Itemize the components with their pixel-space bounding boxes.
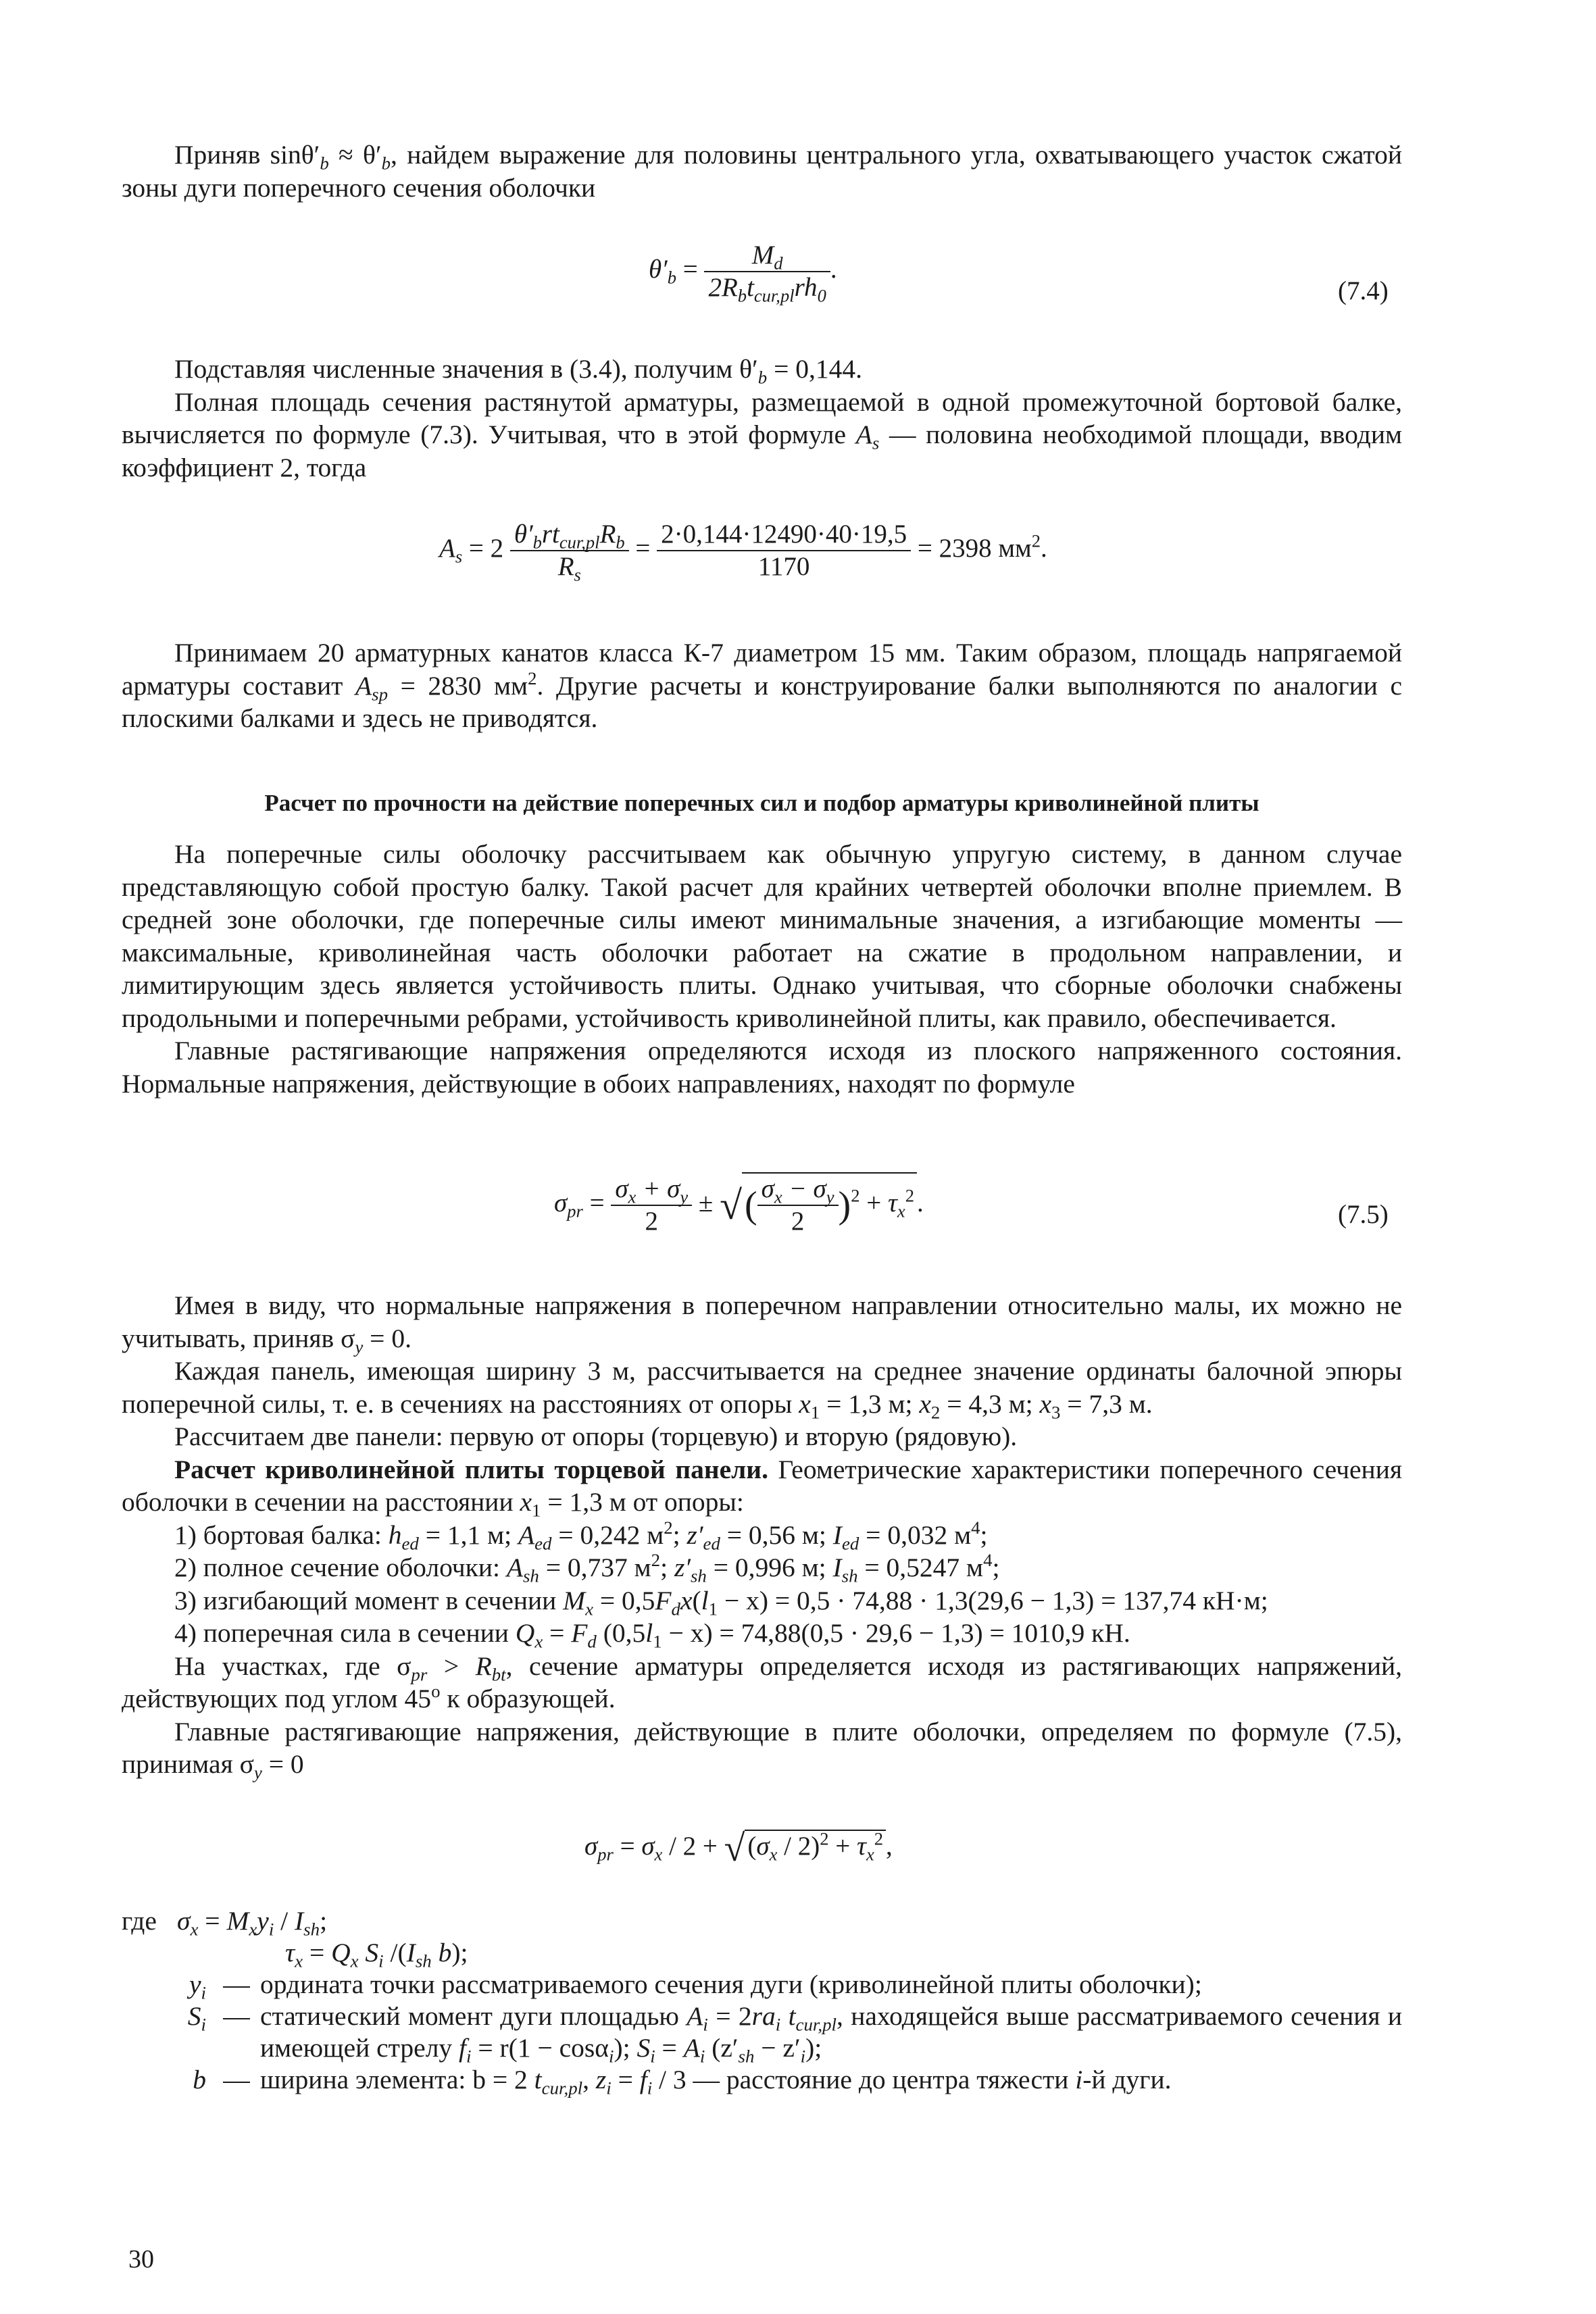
definitions-list <box>122 1905 1402 2096</box>
paragraph-panels: Имея в виду, что нормальные напряжения в поперечном направлении относительно малы, их можно не учитывать, приняв $\sigma_y = 0$. Каждая панель, имеющая ширину 3 м, рассчитывается на среднее значение ординаты балочной эпюры поперечной силы, т. е. в сечениях на расстояниях от опоры $x_1 = 1,3$ м; $x_2 = 4,3$ м; $x_3 = 7,3$ м. Рассчитаем две панели: первую от опоры (торцевую) и вторую (рядовую). Расчет криволинейной плиты торцевой панели. Геометрические характеристики поперечного сечения оболочки в сечении на расстоянии $x_1 = 1,3$ м от опоры: 1) бортовая балка: $h_{ed} = 1,1$ м; $A_{ed} = 0,242$ $м^2$; $z'_{ed} = 0,56$ м; $I_{ed} = 0,032$ $м^4$; 2) полное сечение оболочки: $A_{sh} = 0,737$ $м^2$; $z'_{sh} = 0,996$ м; $I_{sh} = 0,5247$ $м^4$; 3) изгибающий момент в сечении $M_x = 0,5F_dx(l_1 - x) = 0,5 \cdot 74,88 \cdot 1,3(29,6 - 1,3) = 137,74$ кН·м; 4) поперечная сила в сечении $Q_x = F_d$ $(0,5l_1 - x) = 74,88(0,5 \cdot 29,6 - 1,3) = 1010,9$ кН. На участках, где $\sigma_{pr} > R_{bt}$, сечение арматуры определяется исходя из растягивающих напряжений, действующих под углом 45$^o$ к образующей. Главные растягивающие напряжения, действующие в плите оболочки, определяем по формуле (7.5), принимая $\sigma_y = 0$ <box>122 1290 1403 1783</box>
definition-y: $y_i$ — ордината точки рассматриваемого сечения дуги (криволинейной плиты оболочки); <box>189 1969 1202 2003</box>
formula-as: $A_s = 2$ $\frac{\theta'_brt_{cur,pl}R_b}{R_s}$ = $\frac{2\cdot 0,144\cdot 12490\cdot 40\cdot 19,5}{1170}$ = 2398 $мм^2$. <box>439 520 1047 585</box>
equation-number-7-4: (7.4) <box>1338 276 1389 305</box>
formula-7-5: $\sigma_{pr}$ = $\frac{\sigma_x + \sigma_y}{2}$ ± √( $\frac{\sigma_x - \sigma_y}{2}$ )$^2 + \tau_x^2$ . <box>554 1172 924 1237</box>
page-number: 30 <box>128 2245 154 2273</box>
definition-sigma: где $\sigma_x = M_xy_i / I_{sh}$; <box>122 1906 328 1940</box>
paragraph-intro: Приняв $\sin\theta'_b \approx \theta'_b$, найдем выражение для половины центрального угла, охватывающего участок сжатой зоны дуги поперечного сечения оболочки <box>122 140 1402 203</box>
equation-number-7-5: (7.5) <box>1338 1200 1389 1229</box>
definition-s: $S_i$ — статический момент дуги площадью $A_i = 2ra_i$ $t_{cur,pl}$, находящейся выше рассматриваемого сечения и имеющей стрелу $f_i = r(1 - \cos\alpha_i)$; $S_i = A_i$ $(z'_{sh} - z'_i)$; <box>187 2001 1403 2067</box>
paragraph-shear: На поперечные силы оболочку рассчитываем как обычную упругую систему, в данном случае представляющую собой простую балку. Такой расчет для крайних четвертей оболочки вполне приемлем. В средней зоне оболочки, где поперечные силы имеют минимальные значения, а изгибающие моменты — максимальные, криволинейная часть оболочки работает на сжатие в продольном направлении, и лимитирующим здесь является устойчивость плиты. Однако учитывая, что сборные оболочки снабжены продольными и поперечными ребрами, устойчивость криволинейной плиты, как правило, обеспечивается. Главные растягивающие напряжения определяются исходя из плоского напряженного состояния. Нормальные напряжения, действующие в обоих направлениях, находят по формуле <box>122 839 1402 1099</box>
paragraph-reinforcement: Принимаем 20 арматурных канатов класса К-7 диаметром 15 мм. Таким образом, площадь напрягаемой арматуры составит $A_{sp} = 2830$ $мм^2$. Другие расчеты и конструирование балки выполняются по аналогии с плоскими балками и здесь не приводятся. <box>122 638 1403 733</box>
paragraph-substitution: Подставляя численные значения в (3.4), получим $\theta'_b = 0,144$. Полная площадь сечения растянутой арматуры, размещаемой в одной промежуточной бортовой балке, вычисляется по формуле (7.3). Учитывая, что в этой формуле $A_s$ — половина необходимой площади, вводим коэффициент 2, тогда <box>122 354 1402 482</box>
definition-tau: $\tau_x = Q_x$ $S_i$ $/(I_{sh}$ b); <box>285 1938 468 1971</box>
formula-7-4: $\theta'_b$ = $\frac{M_d}{2R_bt_{cur,pl}rh_0}$ . <box>649 241 837 306</box>
section-heading: Расчет по прочности на действие поперечных сил и подбор арматуры криволинейной плиты <box>264 790 1260 816</box>
definition-b: b — ширина элемента: b = 2 $t_{cur,pl}$, $z_i = f_i / 3$ — расстояние до центра тяжести i-й дуги. <box>193 2065 1172 2098</box>
formula-sigma-pr: $\sigma_{pr} = \sigma_x / 2$ + √ $(\sigma_x / 2)^2 + \tau_x^2$ , <box>584 1828 893 1870</box>
